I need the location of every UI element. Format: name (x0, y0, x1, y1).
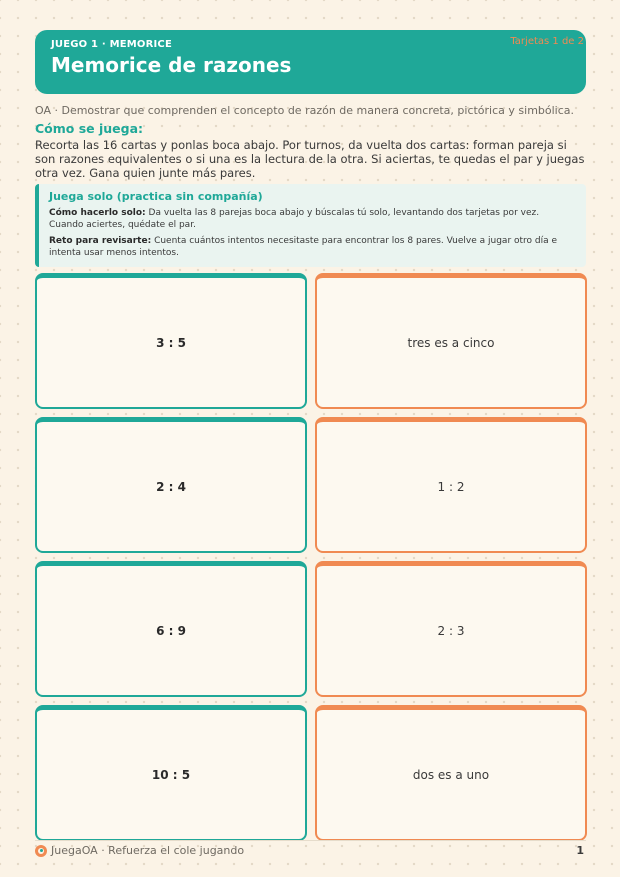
solo-how-label: Cómo hacerlo solo: (49, 208, 146, 218)
header-banner (35, 30, 586, 94)
solo-review-text: Cuenta cuántos intentos necesitaste para encontrar los 8 pares. Vuelve a jugar otro día e intenta usar menos intentos. (49, 236, 558, 258)
solo-play-heading: Juega solo (practica sin compañía) (49, 190, 263, 203)
learning-objective: OA · Demostrar que comprenden el concepto de razón de manera concreta, pictórica y simbólica. (35, 104, 575, 117)
solo-review-line (49, 235, 576, 259)
ratio-card: 3 : 5 (35, 273, 307, 409)
card-grid (35, 273, 586, 841)
page-footer (35, 840, 586, 857)
solo-how-text: Da vuelta las 8 parejas boca abajo y búscalas tú solo, levantando dos tarjetas por vez. Cuando aciertes, quédate el par. (49, 208, 540, 230)
footer-brand-text: JuegaOA · Refuerza el cole jugando (51, 844, 245, 857)
brand-logo-icon (35, 845, 47, 857)
worksheet-page (35, 30, 586, 841)
how-to-play-text: Recorta las 16 cartas y ponlas boca abajo. Por turnos, da vuelta dos cartas: forman pareja si son razones equivalentes o si una es la lectura de la otra. Si aciertas, te quedas el par y juegas otra vez. Gana quien junte más pares. (35, 138, 585, 180)
reading-card: dos es a uno (315, 705, 587, 841)
how-to-play-heading: Cómo se juega: (35, 121, 144, 136)
reading-card: 2 : 3 (315, 561, 587, 697)
cards-tag: Tarjetas 1 de 2 (510, 36, 584, 47)
reading-card: tres es a cinco (315, 273, 587, 409)
ratio-card: 2 : 4 (35, 417, 307, 553)
ratio-card: 6 : 9 (35, 561, 307, 697)
reading-card: 1 : 2 (315, 417, 587, 553)
page-number: 1 (576, 844, 584, 857)
footer-brand (35, 844, 244, 857)
solo-review-label: Reto para revisarte: (49, 236, 152, 246)
game-kicker: JUEGO 1 · MEMORICE (51, 39, 173, 50)
page-title: Memorice de razones (51, 53, 292, 77)
solo-how-line (49, 207, 576, 231)
solo-play-box (35, 184, 586, 267)
ratio-card: 10 : 5 (35, 705, 307, 841)
